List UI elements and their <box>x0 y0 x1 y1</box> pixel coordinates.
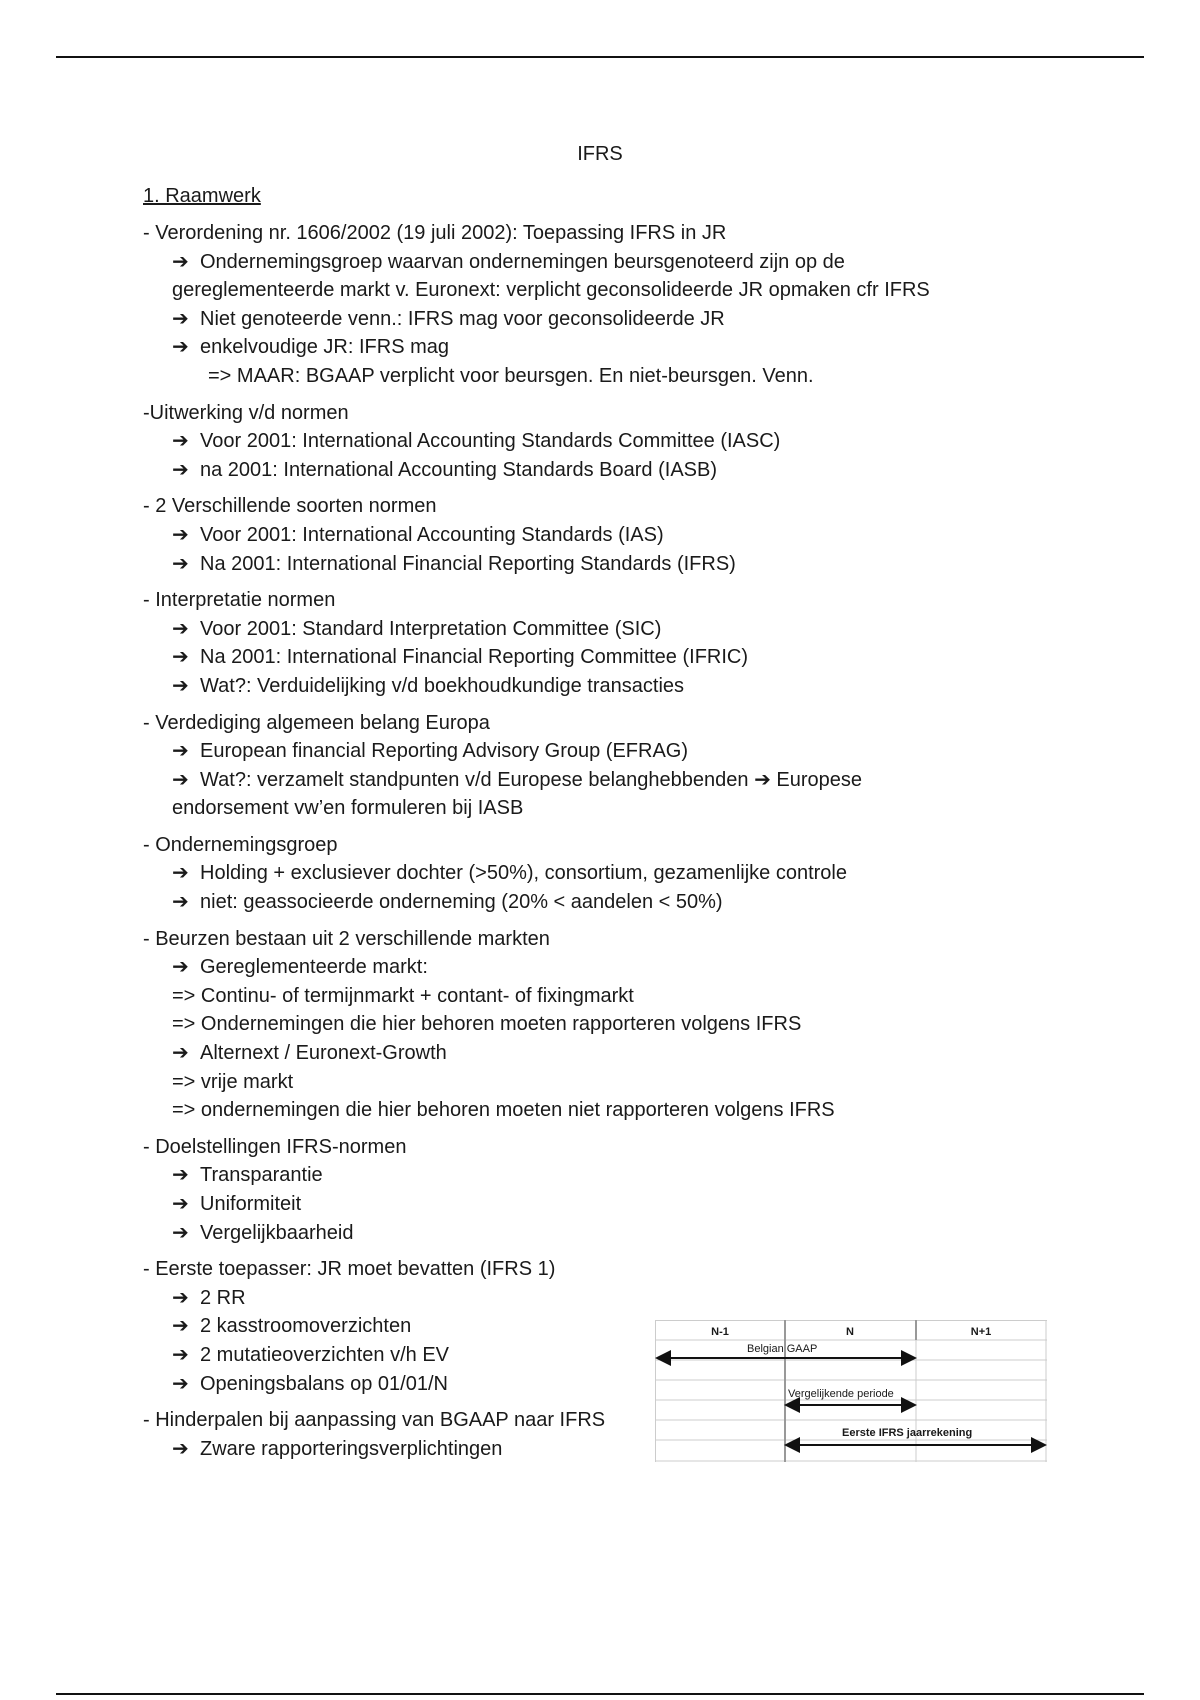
section-title <box>143 1255 1043 1284</box>
page-title: IFRS <box>577 143 623 165</box>
line-text: => Ondernemingen die hier behoren moeten rapporteren volgens IFRS <box>172 1013 802 1036</box>
arrow-icon: ➔ <box>172 1193 189 1215</box>
line-text: - Verordening nr. 1606/2002 (19 juli 2002): Toepassing IFRS in JR <box>143 222 727 244</box>
line-text: niet: geassocieerde onderneming (20% < aandelen < 50%) <box>200 891 723 914</box>
section-block <box>143 709 1043 823</box>
line-text: Na 2001: International Financial Reporting Standards (IFRS) <box>200 552 736 575</box>
line-text: Zware rapporteringsverplichtingen <box>200 1437 503 1460</box>
bullet-line <box>143 276 1043 305</box>
section-title <box>143 925 1043 954</box>
section-title <box>143 399 1043 428</box>
section-block <box>143 586 1043 700</box>
bullet-line <box>143 888 1043 917</box>
belgian-gaap-label: Belgian GAAP <box>747 1343 818 1355</box>
section-title <box>143 1133 1043 1162</box>
arrow-icon: ➔ <box>172 617 189 640</box>
arrow-icon: ➔ <box>172 1372 189 1395</box>
line-text: Voor 2001: International Accounting Standards Committee (IASC) <box>200 430 781 453</box>
line-text: Wat?: Verduidelijking v/d boekhoudkundige transacties <box>200 674 685 697</box>
arrow-icon: ➔ <box>172 1042 189 1065</box>
bullet-line <box>143 953 1043 982</box>
arrow-icon: ➔ <box>172 523 189 546</box>
bullet-line <box>143 1190 1043 1219</box>
bullet-line <box>143 615 1043 644</box>
bullet-line <box>143 1284 1043 1313</box>
line-text: - Verdediging algemeen belang Europa <box>143 711 490 734</box>
arrow-icon: ➔ <box>172 1315 189 1338</box>
line-text: - Eerste toepasser: JR moet bevatten (IFRS 1) <box>143 1258 556 1281</box>
arrow-icon: ➔ <box>172 1437 189 1460</box>
timeline-col-n: N <box>846 1326 854 1338</box>
line-text: Transparantie <box>200 1164 323 1187</box>
section-block <box>143 219 1043 391</box>
section-block <box>143 925 1043 1125</box>
first-ifrs-label: Eerste IFRS jaarrekening <box>842 1427 973 1439</box>
line-text: Holding + exclusiever dochter (>50%), consortium, gezamenlijke controle <box>200 862 847 885</box>
arrow-icon: ➔ <box>172 862 189 885</box>
line-text: Gereglementeerde markt: <box>200 956 428 979</box>
line-text: => Continu- of termijnmarkt + contant- of fixingmarkt <box>172 984 634 1007</box>
arrow-icon: ➔ <box>172 430 189 453</box>
line-text: -Uitwerking v/d normen <box>143 401 349 424</box>
bullet-line <box>143 1161 1043 1190</box>
bullet-line <box>143 1039 1043 1068</box>
arrow-icon: ➔ <box>172 768 189 791</box>
line-text: Alternext / Euronext-Growth <box>200 1042 447 1065</box>
bullet-line <box>143 1010 1043 1039</box>
line-text: Wat?: verzamelt standpunten v/d Europese belanghebbenden ➔ Europese <box>200 768 863 791</box>
line-text: 2 kasstroomoverzichten <box>200 1315 412 1338</box>
line-text: enkelvoudige JR: IFRS mag <box>200 336 450 359</box>
first-adoption-timeline <box>655 1320 1047 1462</box>
bullet-line <box>143 643 1043 672</box>
bullet-line <box>143 1219 1043 1248</box>
arrow-icon: ➔ <box>172 646 189 669</box>
line-text: Voor 2001: International Accounting Standards (IAS) <box>200 523 664 546</box>
section-block <box>143 1133 1043 1247</box>
line-text: - Hinderpalen bij aanpassing van BGAAP naar IFRS <box>143 1409 606 1432</box>
arrow-icon: ➔ <box>172 1343 189 1366</box>
bullet-line <box>143 427 1043 456</box>
line-text: - Ondernemingsgroep <box>143 833 338 856</box>
section-title <box>143 709 1043 738</box>
bullet-line <box>143 521 1043 550</box>
section-block <box>143 492 1043 578</box>
bullet-line <box>143 550 1043 579</box>
line-text: - 2 Verschillende soorten normen <box>143 495 437 518</box>
timeline-col-n-plus-1: N+1 <box>970 1326 992 1338</box>
sections-container <box>143 219 1043 1463</box>
bullet-line <box>143 333 1043 362</box>
header-rule <box>56 56 1144 58</box>
arrow-icon: ➔ <box>172 956 189 979</box>
footer-rule <box>56 1693 1144 1695</box>
arrow-icon: ➔ <box>172 250 189 273</box>
arrow-icon: ➔ <box>172 1164 189 1187</box>
section-title <box>143 219 1043 248</box>
bullet-line <box>143 248 1043 277</box>
section-block <box>143 831 1043 917</box>
arrow-icon: ➔ <box>172 1221 189 1244</box>
line-text: - Beurzen bestaan uit 2 verschillende markten <box>143 927 550 950</box>
comparative-period-label: Vergelijkende periode <box>788 1388 894 1400</box>
line-text: - Doelstellingen IFRS-normen <box>143 1135 407 1158</box>
line-text: Voor 2001: Standard Interpretation Committee (SIC) <box>200 617 662 640</box>
line-text: Na 2001: International Financial Reporting Committee (IFRIC) <box>200 646 749 669</box>
line-text: Uniformiteit <box>200 1193 302 1215</box>
line-text: endorsement vw’en formuleren bij IASB <box>172 797 524 820</box>
bullet-line <box>143 305 1043 334</box>
line-text: 2 mutatieoverzichten v/h EV <box>200 1343 450 1366</box>
section-title <box>143 831 1043 860</box>
arrow-icon: ➔ <box>172 891 189 914</box>
arrow-icon: ➔ <box>172 552 189 575</box>
section-block <box>143 399 1043 485</box>
line-text: => MAAR: BGAAP verplicht voor beursgen. En niet-beursgen. Venn. <box>208 364 814 387</box>
line-text: Vergelijkbaarheid <box>200 1221 354 1244</box>
arrow-icon: ➔ <box>172 336 189 359</box>
document-body <box>143 182 1043 1471</box>
bullet-line <box>143 982 1043 1011</box>
bullet-line <box>143 1068 1043 1097</box>
section-title <box>143 586 1043 615</box>
line-text: 2 RR <box>200 1286 246 1309</box>
bullet-line <box>143 1096 1043 1125</box>
bullet-line <box>143 737 1043 766</box>
arrow-icon: ➔ <box>172 674 189 697</box>
line-text: European financial Reporting Advisory Group (EFRAG) <box>200 740 689 763</box>
line-text: => ondernemingen die hier behoren moeten niet rapporteren volgens IFRS <box>172 1099 835 1122</box>
line-text: => vrije markt <box>172 1070 294 1093</box>
arrow-icon: ➔ <box>172 307 189 330</box>
timeline-col-n-minus-1: N-1 <box>711 1326 729 1338</box>
line-text: gereglementeerde markt v. Euronext: verplicht geconsolideerde JR opmaken cfr IFRS <box>172 279 930 302</box>
bullet-line <box>143 766 1043 795</box>
line-text: Openingsbalans op 01/01/N <box>200 1372 448 1395</box>
arrow-icon: ➔ <box>172 1286 189 1309</box>
section-title <box>143 492 1043 521</box>
line-text: Ondernemingsgroep waarvan ondernemingen beursgenoteerd zijn op de <box>200 250 845 273</box>
bullet-line <box>143 794 1043 823</box>
bullet-line <box>143 859 1043 888</box>
arrow-icon: ➔ <box>172 458 189 481</box>
bullet-line <box>143 672 1043 701</box>
section-heading: 1. Raamwerk <box>143 185 261 207</box>
arrow-icon: ➔ <box>172 740 189 763</box>
line-text: na 2001: International Accounting Standards Board (IASB) <box>200 458 718 481</box>
bullet-line <box>143 362 1043 391</box>
line-text: - Interpretatie normen <box>143 589 336 612</box>
line-text: Niet genoteerde venn.: IFRS mag voor geconsolideerde JR <box>200 307 725 330</box>
bullet-line <box>143 456 1043 485</box>
